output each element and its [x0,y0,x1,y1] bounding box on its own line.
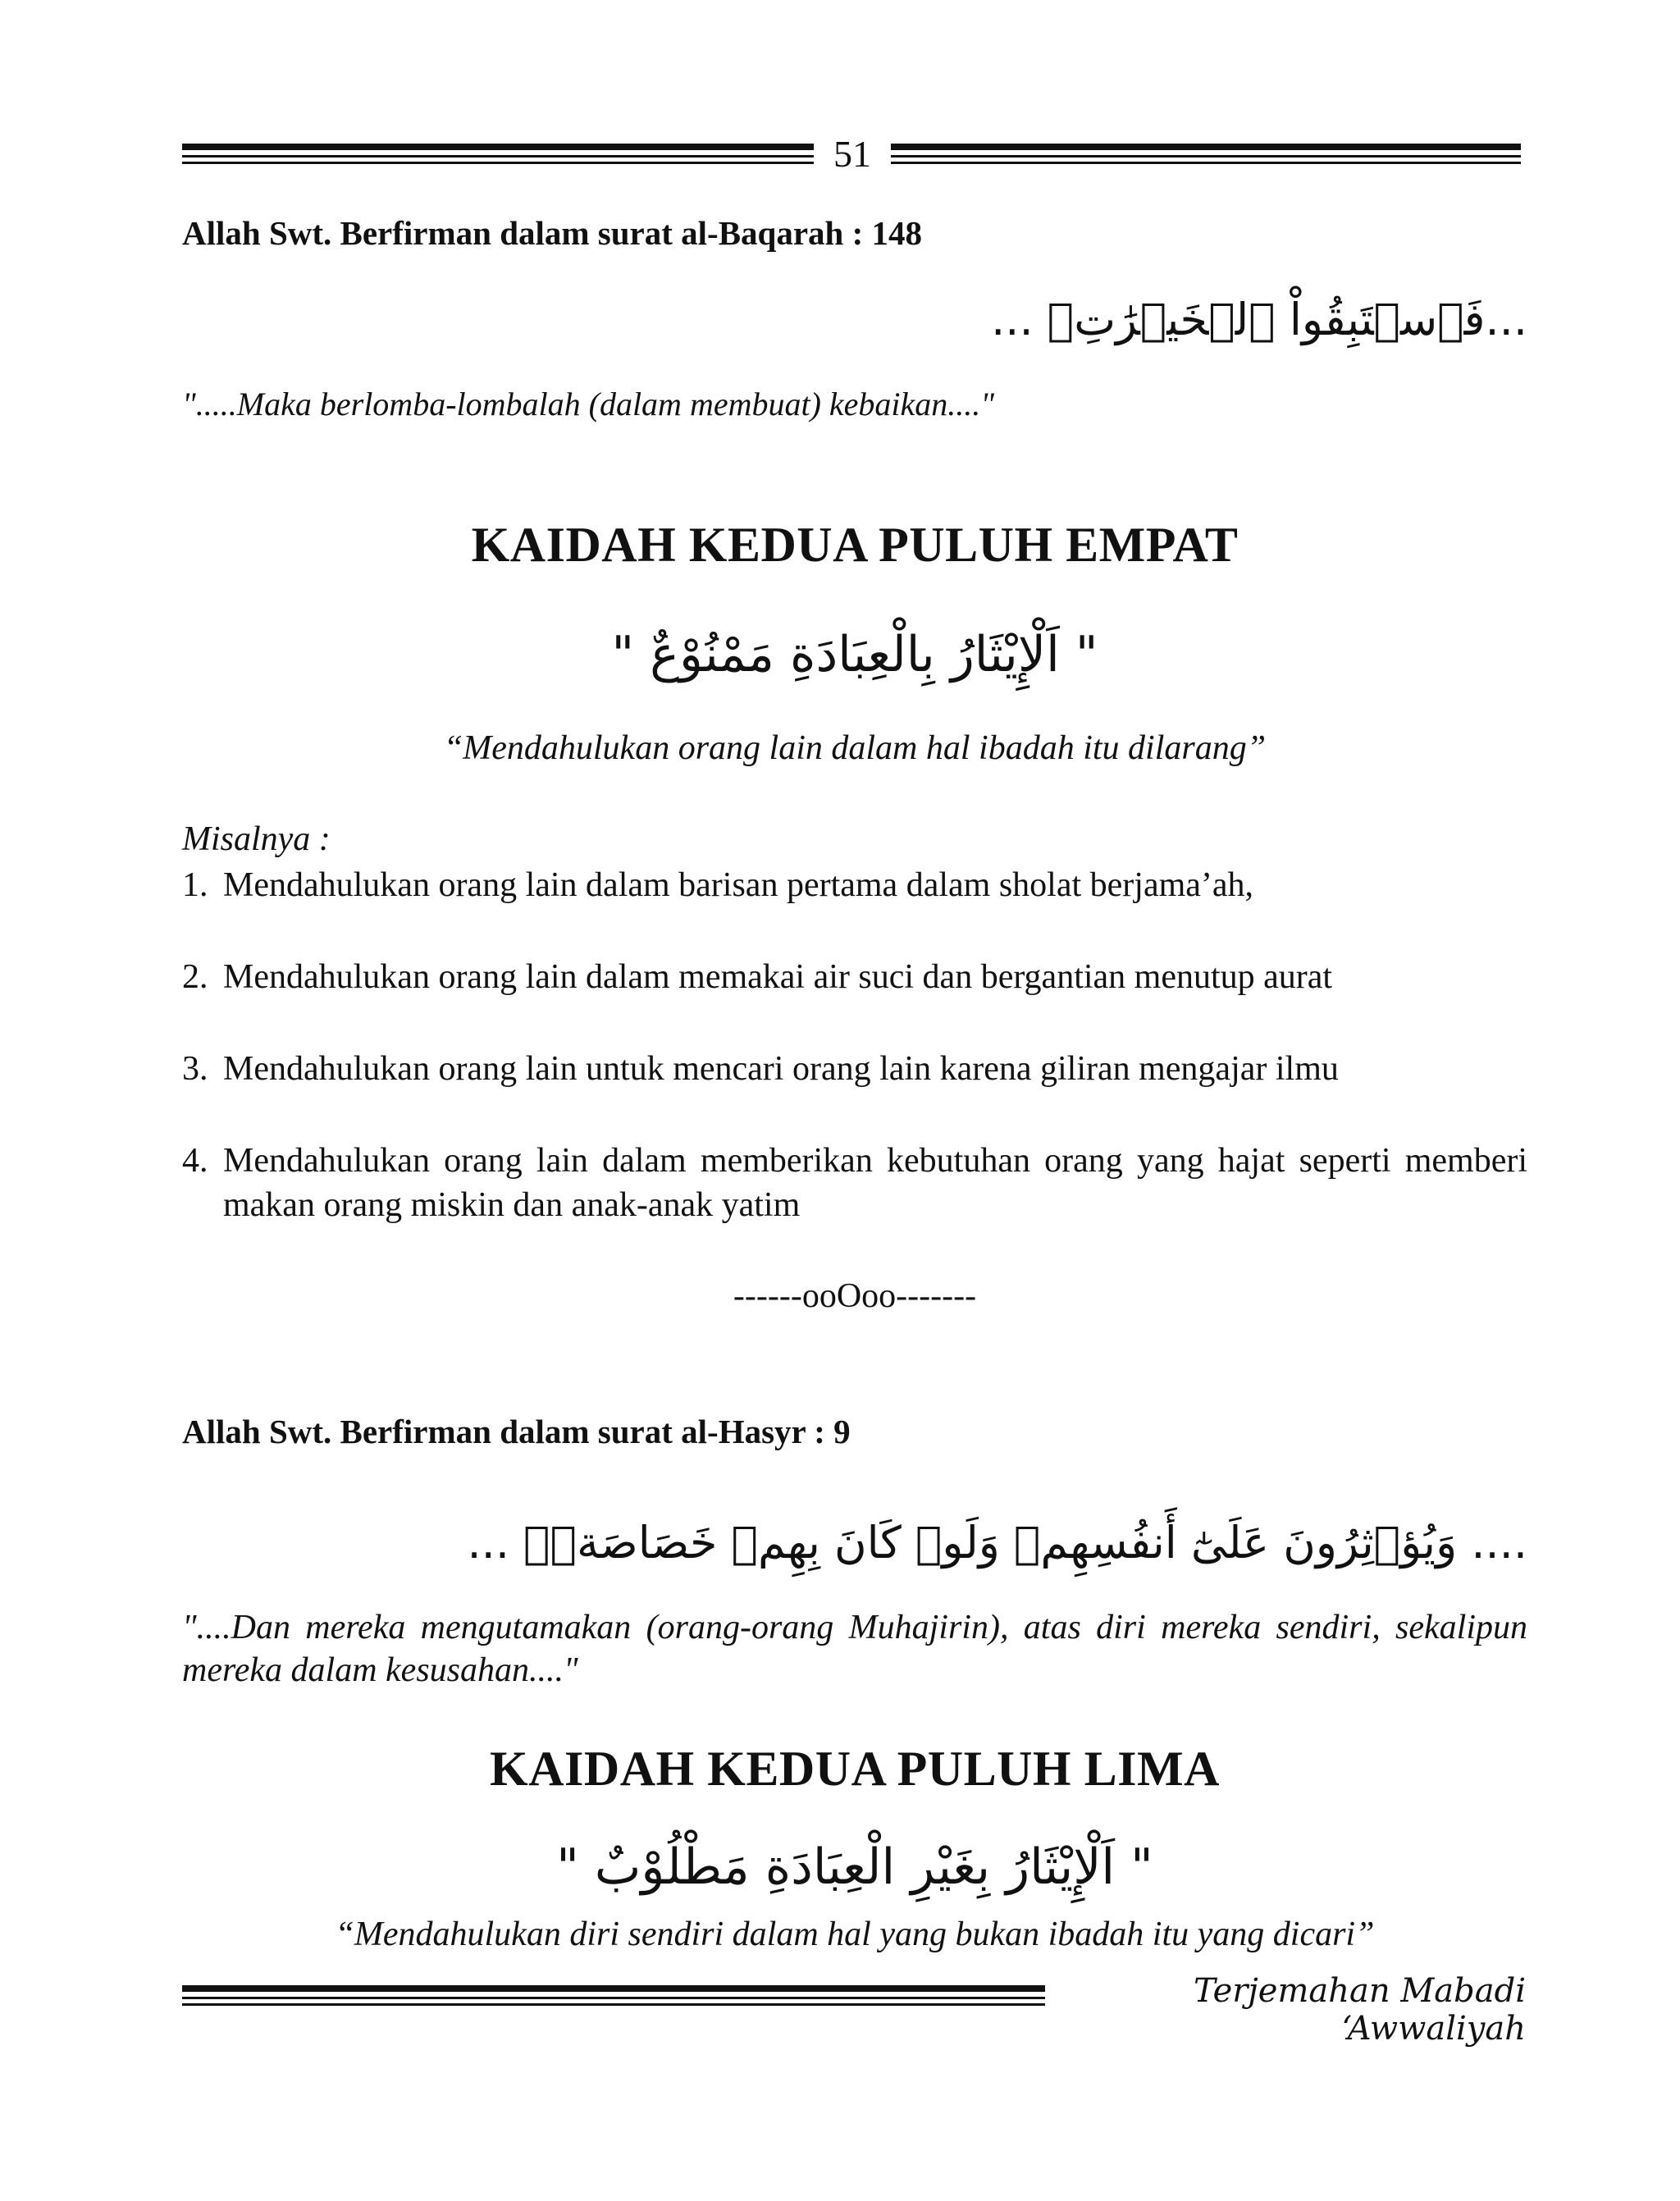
footer-book-title: Terjemahan Mabadi ‘Awwaliyah [1194,1972,1526,2048]
list-item-text: Mendahulukan orang lain dalam memberikan kebutuhan orang yang hajat seperti memberi makan orang miskin dan anak-anak yatim [223,1142,1527,1224]
list-item: 3. Mendahulukan orang lain untuk mencari orang lain karena giliran mengajar ilmu [182,1050,1339,1088]
translation-hasyr: "....Dan mereka mengutamakan (orang-orang Muhajirin), atas diri mereka sendiri, sekalipun mereka dalam kesusahan...." [182,1609,1527,1689]
footer-rule [182,1985,1045,2010]
examples-list [182,863,1527,1275]
header-rule-right [891,144,1521,165]
header-rule-left [182,144,814,165]
translation-baqarah: ".....Maka berlomba-lombalah (dalam membuat) kebaikan...." [182,386,995,422]
kaidah-24-translation: “Mendahulukan orang lain dalam hal ibadah itu dilarang” [443,729,1267,767]
page-header [182,130,1521,179]
list-item: 1. Mendahulukan orang lain dalam barisan pertama dalam sholat berjama’ah, [182,866,1254,904]
kaidah-25-translation: “Mendahulukan diri sendiri dalam hal yang bukan ibadah itu yang dicari” [335,1916,1375,1953]
arabic-verse-baqarah: ...فَٱسۡتَبِقُواْ ٱلۡخَيۡرَٰتِۚ ... [991,294,1527,345]
arabic-verse-hasyr: .... وَيُؤۡثِرُونَ عَلَىٰٓ أَنفُسِهِمۡ وَلَوۡ كَانَ بِهِمۡ خَصَاصَةٞۚ ... [467,1517,1527,1569]
list-item: 2. Mendahulukan orang lain dalam memakai air suci dan bergantian menutup aurat [182,958,1333,996]
list-item-text: Mendahulukan orang lain dalam barisan pertama dalam sholat berjama’ah, [223,866,1254,904]
section-separator: ------ooOoo------- [733,1277,977,1315]
list-item-text: Mendahulukan orang lain untuk mencari orang lain karena giliran mengajar ilmu [223,1050,1339,1088]
kaidah-24-arabic: " اَلْإِيْثَارُ بِالْعِبَادَةِ مَمْنُوْعٌ " [611,626,1098,683]
kaidah-24-title: KAIDAH KEDUA PULUH EMPAT [471,518,1239,572]
quran-reference-hasyr: Allah Swt. Berfirman dalam surat al-Hasyr : 9 [182,1413,851,1450]
examples-label: Misalnya : [182,820,331,858]
quran-reference-baqarah: Allah Swt. Berfirman dalam surat al-Baqarah : 148 [182,214,922,252]
kaidah-25-arabic: " اَلْإِيْثَارُ بِغَيْرِ الْعِبَادَةِ مَطْلُوْبٌ " [556,1838,1153,1896]
page-number: 51 [833,133,871,175]
kaidah-25-title: KAIDAH KEDUA PULUH LIMA [490,1742,1220,1796]
list-item-text: Mendahulukan orang lain dalam memakai air suci dan bergantian menutup aurat [223,958,1333,996]
list-item: 4. Mendahulukan orang lain dalam memberikan kebutuhan orang yang hajat seperti memberi makan orang miskin dan anak-anak yatim [182,1142,1527,1224]
